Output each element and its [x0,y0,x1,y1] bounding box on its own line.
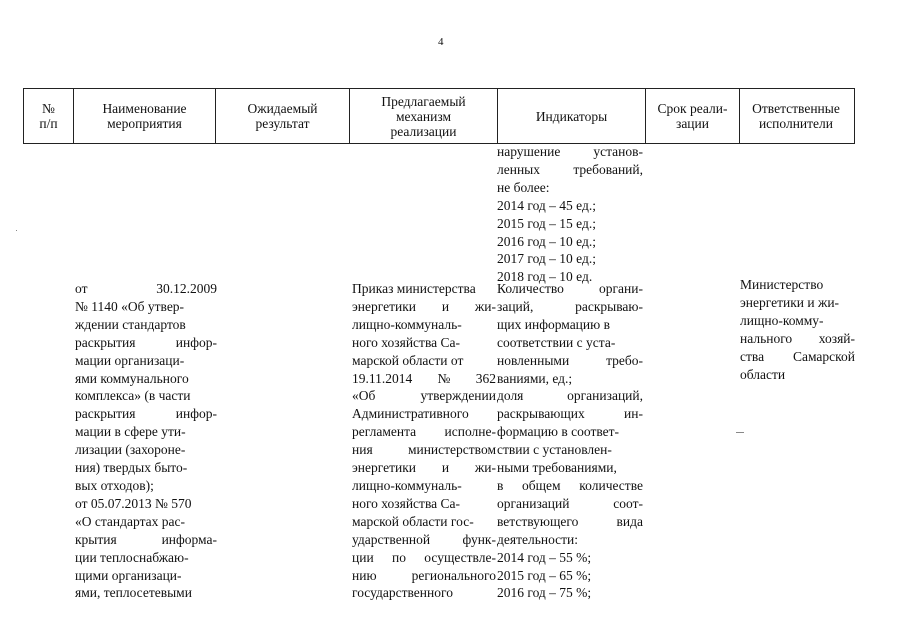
text-line: Административного [352,406,469,422]
header-result: Ожидаемый результат [216,89,350,143]
indicators-continuation [497,143,643,286]
text-line: щими организаци- [75,567,182,583]
text-line: 2016 год – 10 ед.; [497,233,596,249]
text-line: 2014 год – 45 ед.; [497,197,596,213]
text-line: соответствии с уста- [497,334,616,350]
text-line: 2015 год – 15 ед.; [497,215,596,231]
text-line: нию регионального [352,567,496,583]
text-line: новленными требо- [497,352,643,368]
text-line: мации в сфере ути- [75,424,186,440]
text-line: щих информацию в [497,316,610,332]
text-line: 2014 год – 55 %; [497,549,592,565]
text-line: «Об утверждении [352,388,496,404]
text-line: № 1140 «Об утвер- [75,298,185,314]
scan-speck [16,230,17,231]
mechanism-text [352,280,496,602]
text-line: 19.11.2014 № 362 [352,370,496,386]
text-line: лищно-коммуналь- [352,316,462,332]
text-line: 2018 год – 10 ед. [497,269,593,285]
text-line: формацию в соответ- [497,424,620,440]
text-line: ваниями, ед.; [497,370,573,386]
text-line: ного хозяйства Са- [352,495,460,511]
scan-speck [736,432,744,433]
text-line: нального хозяй- [740,330,855,346]
text-line: от 30.12.2009 [75,281,217,296]
text-line: энергетики и жи- [740,294,840,310]
text-line: крытия информа- [75,531,217,547]
text-line: 2016 год – 75 %; [497,585,592,601]
text-line: деятельности: [497,531,579,547]
table-header [23,88,855,144]
text-line: энергетики и жи- [352,298,496,314]
text-line: «О стандартах рас- [75,513,185,529]
text-line: раскрывающих ин- [497,406,643,422]
text-line: ями, теплосетевыми [75,585,192,601]
text-line: заций, раскрываю- [497,298,643,314]
text-line: ными требованиями, [497,460,617,476]
header-responsible: Ответственные исполнители [752,101,840,131]
indicators-text [497,280,643,602]
measure-name-text [75,280,217,602]
text-line: ударственной функ- [352,531,496,547]
text-line: марской области от [352,352,464,368]
text-line: 2017 год – 10 ед.; [497,251,596,267]
text-line: ями коммунального [75,370,189,386]
text-line: организаций соот- [497,495,643,511]
text-line: в общем количестве [497,477,643,493]
text-line: ленных требований, [497,161,643,177]
text-line: не более: [497,179,550,195]
text-line: Количество органи- [497,281,643,296]
text-line: 2015 год – 65 %; [497,567,592,583]
text-line: раскрытия инфор- [75,406,217,422]
text-line: ства Самарской [740,348,855,364]
text-line: Приказ министерства [352,281,476,296]
text-line: ния) твердых быто- [75,460,188,476]
text-line: лищно-комму- [740,312,824,328]
header-deadline: Срок реали- зации [646,89,740,143]
text-line: ции теплоснабжаю- [75,549,189,565]
text-line: энергетики и жи- [352,460,496,476]
text-line: ждении стандартов [75,316,186,332]
text-line: вых отходов); [75,477,154,493]
text-line: от 05.07.2013 № 570 [75,495,192,511]
text-line: ния министерством [352,442,496,458]
header-indicators: Индикаторы [498,89,646,143]
text-line: лищно-коммуналь- [352,477,462,493]
text-line: ции по осуществле- [352,549,496,565]
text-line: государственного [352,585,453,601]
responsible-text [740,276,855,383]
text-line: мации организаци- [75,352,185,368]
text-line: лизации (захороне- [75,442,186,458]
header-number: № п/п [24,89,74,143]
text-line: ного хозяйства Са- [352,334,460,350]
text-line: Министерство [740,277,824,292]
page-number: 4 [438,36,444,48]
header-mechanism: Предлагаемый механизм реализации [350,89,498,143]
text-line: области [740,366,786,382]
text-line: раскрытия инфор- [75,334,217,350]
text-line: нарушение установ- [497,144,643,159]
text-line: ствии с установлен- [497,442,612,458]
text-line: ветствующего вида [497,513,643,529]
header-name: Наименование мероприятия [74,89,216,143]
text-line: марской области гос- [352,513,474,529]
text-line: доля организаций, [497,388,643,404]
text-line: комплекса» (в части [75,388,191,404]
text-line: регламента исполне- [352,424,496,440]
